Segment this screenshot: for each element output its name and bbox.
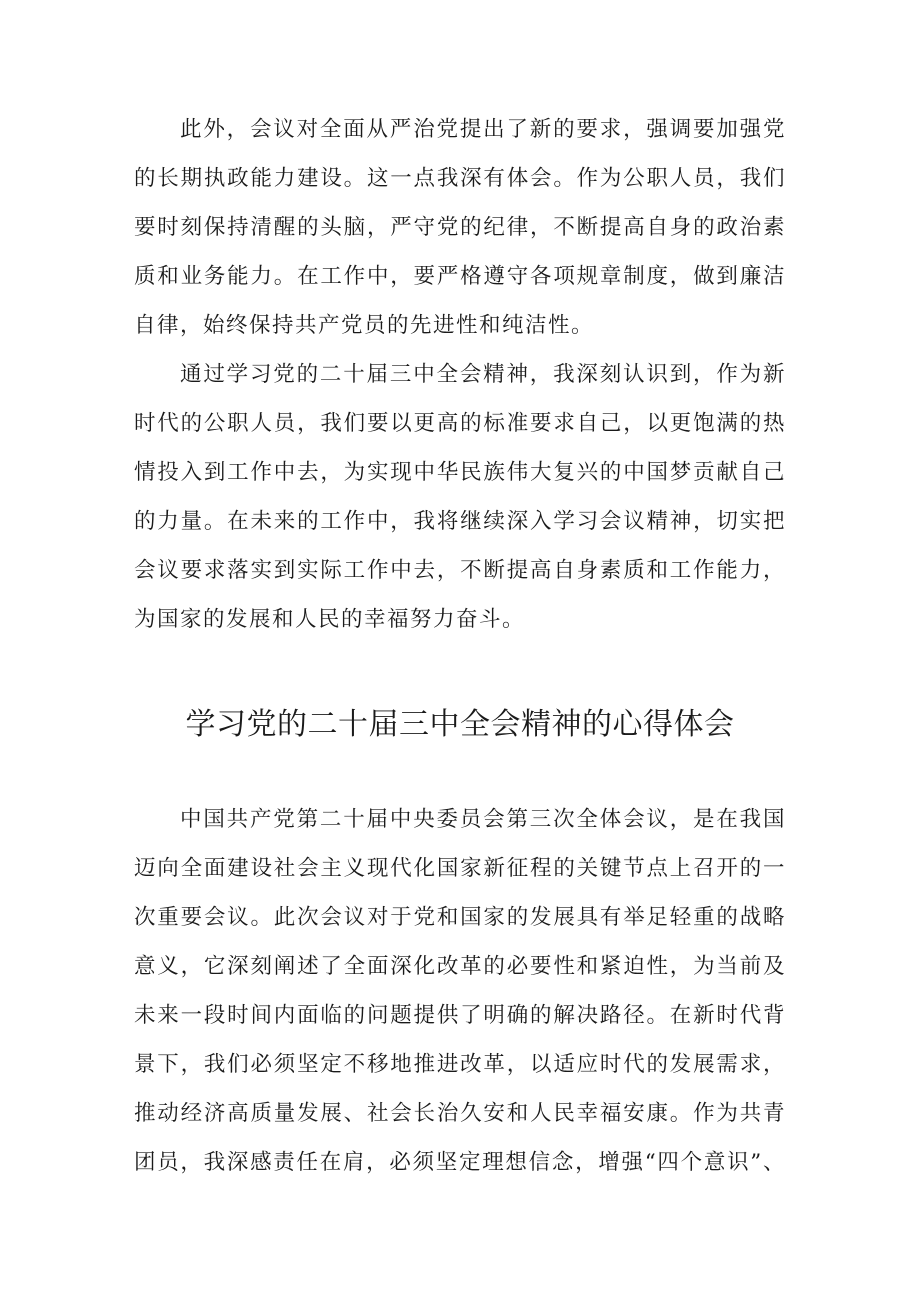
paragraph-1-line-5: 自律，始终保持共产党员的先进性和纯洁性。: [134, 313, 595, 338]
paragraph-group-top: [134, 105, 786, 644]
paragraph-2-line-3: 情投入到工作中去，为实现中华民族伟大复兴的中国梦贡献自己: [134, 460, 786, 485]
paragraph-1-line-3: 要时刻保持清醒的头脑，严守党的纪律，不断提高自身的政治素: [134, 215, 786, 240]
paragraph-group-bottom: [134, 795, 786, 1187]
paragraph-2-line-6: 为国家的发展和人民的幸福努力奋斗。: [134, 607, 526, 632]
paragraph-3-line-4: 意义，它深刻阐述了全面深化改革的必要性和紧迫性，为当前及: [134, 954, 786, 979]
paragraph-2-line-2: 时代的公职人员，我们要以更高的标准要求自己，以更饱满的热: [134, 411, 786, 436]
document-title: 学习党的二十届三中全会精神的心得体会: [185, 707, 735, 742]
paragraph-3-line-8: 团员，我深感责任在肩，必须坚定理想信念，增强“四个意识”、: [134, 1150, 786, 1175]
paragraph-3-line-5: 未来一段时间内面临的问题提供了明确的解决路径。在新时代背: [134, 1003, 786, 1028]
paragraph-1-line-4: 质和业务能力。在工作中，要严格遵守各项规章制度，做到廉洁: [134, 264, 786, 289]
paragraph-3-line-2: 迈向全面建设社会主义现代化国家新征程的关键节点上召开的一: [134, 856, 786, 881]
paragraph-2-line-4: 的力量。在未来的工作中，我将继续深入学习会议精神，切实把: [134, 509, 786, 534]
paragraph-3-line-3: 次重要会议。此次会议对于党和国家的发展具有举足轻重的战略: [134, 905, 786, 930]
paragraph-3-line-1: 中国共产党第二十届中央委员会第三次全体会议，是在我国: [180, 807, 786, 832]
paragraph-2-line-5: 会议要求落实到实际工作中去，不断提高自身素质和工作能力，: [134, 558, 786, 583]
paragraph-3-line-7: 推动经济高质量发展、社会长治久安和人民幸福安康。作为共青: [134, 1101, 786, 1126]
paragraph-1-line-2: 的长期执政能力建设。这一点我深有体会。作为公职人员，我们: [134, 166, 786, 191]
paragraph-2-line-1: 通过学习党的二十届三中全会精神，我深刻认识到，作为新: [180, 362, 786, 387]
paragraph-1-line-1: 此外，会议对全面从严治党提出了新的要求，强调要加强党: [180, 117, 786, 142]
paragraph-3-line-6: 景下，我们必须坚定不移地推进改革，以适应时代的发展需求，: [134, 1052, 786, 1077]
